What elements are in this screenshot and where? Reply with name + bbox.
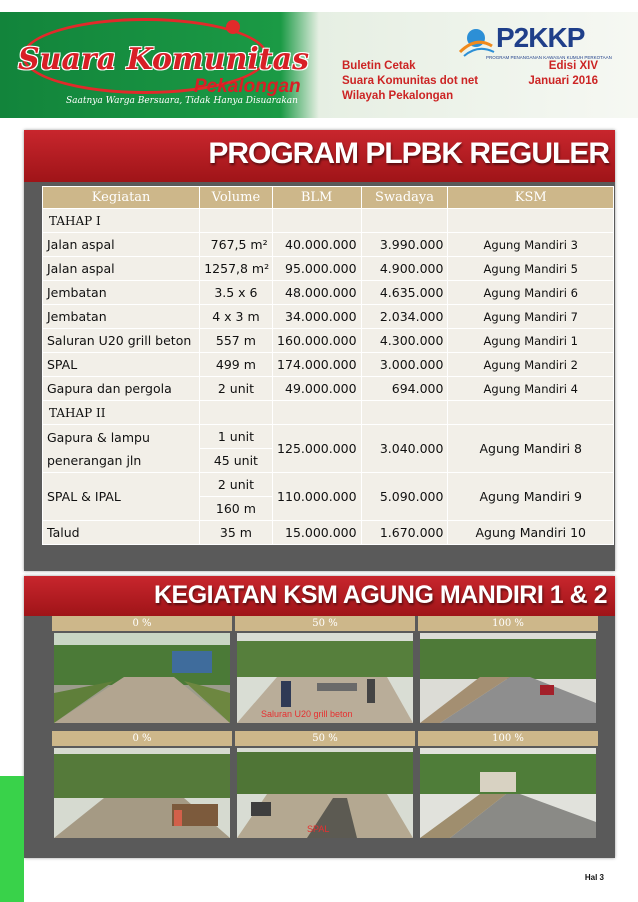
table-row bbox=[43, 305, 614, 329]
col-header-kegiatan: Kegiatan bbox=[43, 187, 200, 209]
progress-label: 100 % bbox=[418, 616, 598, 631]
cell-volume: 35 m bbox=[200, 521, 272, 545]
cell-kegiatan: Jembatan bbox=[43, 305, 200, 329]
page-number: Hal 3 bbox=[584, 873, 604, 882]
plpbk-panel bbox=[24, 130, 615, 571]
cell-kegiatan: Gapura dan pergola bbox=[43, 377, 200, 401]
photo-card bbox=[418, 731, 598, 841]
stage-row bbox=[43, 401, 614, 425]
ksm-photo-panel bbox=[24, 576, 615, 858]
cell-blm: 125.000.000 bbox=[272, 425, 361, 473]
cell-blm: 160.000.000 bbox=[272, 329, 361, 353]
cell-kegiatan: Jembatan bbox=[43, 281, 200, 305]
empty-cell bbox=[448, 401, 614, 425]
cell-volume: 160 m bbox=[200, 497, 272, 521]
col-header-ksm: KSM bbox=[448, 187, 614, 209]
empty-cell bbox=[361, 401, 448, 425]
cell-kegiatan: SPAL bbox=[43, 353, 200, 377]
edition-info bbox=[528, 59, 598, 89]
cell-volume: 767,5 m² bbox=[200, 233, 272, 257]
photo-card bbox=[52, 616, 232, 726]
photo-card bbox=[418, 616, 598, 726]
road-photo-100 bbox=[420, 633, 596, 723]
progress-label: 50 % bbox=[235, 731, 415, 746]
cell-kegiatan: Jalan aspal bbox=[43, 257, 200, 281]
table-row bbox=[43, 425, 614, 449]
cell-volume: 2 unit bbox=[200, 473, 272, 497]
photo-row-1 bbox=[52, 616, 598, 726]
table-row bbox=[43, 281, 614, 305]
edition-number: Edisi XIV bbox=[548, 60, 598, 72]
brand-subtitle: Pekalongan bbox=[194, 76, 301, 97]
photo-card bbox=[235, 731, 415, 841]
cell-blm: 34.000.000 bbox=[272, 305, 361, 329]
cell-kegiatan: Jalan aspal bbox=[43, 233, 200, 257]
ksm-title: KEGIATAN KSM AGUNG MANDIRI 1 & 2 bbox=[154, 581, 607, 609]
photo-image bbox=[420, 748, 596, 838]
info-line-1: Buletin Cetak bbox=[342, 60, 416, 72]
info-line-2: Suara Komunitas dot net bbox=[342, 75, 479, 87]
spal-photo-50 bbox=[237, 748, 413, 838]
cell-kegiatan: Talud bbox=[43, 521, 200, 545]
partner-logo-icon bbox=[456, 24, 496, 58]
empty-cell bbox=[361, 209, 448, 233]
cell-blm: 49.000.000 bbox=[272, 377, 361, 401]
empty-cell bbox=[448, 209, 614, 233]
decorative-corner bbox=[0, 776, 24, 902]
edition-date: Januari 2016 bbox=[528, 75, 598, 87]
spal-photo-0 bbox=[54, 748, 230, 838]
stage-row bbox=[43, 209, 614, 233]
progress-label: 50 % bbox=[235, 616, 415, 631]
cell-ksm: Agung Mandiri 9 bbox=[448, 473, 614, 521]
cell-swadaya: 5.090.000 bbox=[361, 473, 448, 521]
table-row bbox=[43, 353, 614, 377]
photo-card bbox=[235, 616, 415, 726]
table-row bbox=[43, 377, 614, 401]
cell-volume: 1257,8 m² bbox=[200, 257, 272, 281]
partner-logo bbox=[456, 22, 612, 62]
cell-volume: 2 unit bbox=[200, 377, 272, 401]
road-photo-50 bbox=[237, 633, 413, 723]
cell-volume: 45 unit bbox=[200, 449, 272, 473]
spal-photo-100 bbox=[420, 748, 596, 838]
table-row bbox=[43, 233, 614, 257]
cell-blm: 174.000.000 bbox=[272, 353, 361, 377]
cell-ksm: Agung Mandiri 7 bbox=[448, 305, 614, 329]
cell-ksm: Agung Mandiri 2 bbox=[448, 353, 614, 377]
stage-label: TAHAP II bbox=[43, 401, 200, 425]
bulletin-info bbox=[342, 59, 478, 104]
empty-cell bbox=[200, 209, 272, 233]
cell-volume: 1 unit bbox=[200, 425, 272, 449]
table-header-row bbox=[43, 187, 614, 209]
cell-blm: 40.000.000 bbox=[272, 233, 361, 257]
plpbk-title-bar bbox=[24, 130, 615, 182]
road-photo-0 bbox=[54, 633, 230, 723]
brand-tagline: Saatnya Warga Bersuara, Tidak Hanya Disuarakan bbox=[66, 96, 298, 106]
brand-logo bbox=[0, 12, 309, 118]
empty-cell bbox=[272, 401, 361, 425]
cell-swadaya: 4.300.000 bbox=[361, 329, 448, 353]
cell-ksm: Agung Mandiri 5 bbox=[448, 257, 614, 281]
cell-ksm: Agung Mandiri 6 bbox=[448, 281, 614, 305]
cell-ksm: Agung Mandiri 1 bbox=[448, 329, 614, 353]
cell-swadaya: 3.000.000 bbox=[361, 353, 448, 377]
cell-swadaya: 4.900.000 bbox=[361, 257, 448, 281]
brand-title: Suara Komunitas bbox=[18, 42, 309, 77]
cell-swadaya: 2.034.000 bbox=[361, 305, 448, 329]
progress-label: 100 % bbox=[418, 731, 598, 746]
cell-volume: 499 m bbox=[200, 353, 272, 377]
cell-kegiatan: Gapura & lampu penerangan jln bbox=[43, 425, 200, 473]
cell-swadaya: 1.670.000 bbox=[361, 521, 448, 545]
empty-cell bbox=[272, 209, 361, 233]
col-header-blm: BLM bbox=[272, 187, 361, 209]
stage-label: TAHAP I bbox=[43, 209, 200, 233]
cell-kegiatan: Saluran U20 grill beton bbox=[43, 329, 200, 353]
photo-card bbox=[52, 731, 232, 841]
plpbk-table-wrap bbox=[42, 186, 614, 552]
col-header-swadaya: Swadaya bbox=[361, 187, 448, 209]
cell-blm: 15.000.000 bbox=[272, 521, 361, 545]
table-row bbox=[43, 329, 614, 353]
cell-swadaya: 3.990.000 bbox=[361, 233, 448, 257]
progress-label: 0 % bbox=[52, 616, 232, 631]
cell-swadaya: 4.635.000 bbox=[361, 281, 448, 305]
photo-caption: SPAL bbox=[307, 824, 330, 834]
cell-volume: 3.5 x 6 bbox=[200, 281, 272, 305]
plpbk-title: PROGRAM PLPBK REGULER bbox=[208, 137, 609, 170]
cell-volume: 4 x 3 m bbox=[200, 305, 272, 329]
empty-cell bbox=[200, 401, 272, 425]
table-row bbox=[43, 521, 614, 545]
cell-swadaya: 3.040.000 bbox=[361, 425, 448, 473]
col-header-volume: Volume bbox=[200, 187, 272, 209]
ksm-title-bar bbox=[24, 576, 615, 616]
table-row bbox=[43, 257, 614, 281]
partner-logo-text: P2KKP bbox=[496, 22, 585, 53]
photo-caption: Saluran U20 grill beton bbox=[261, 709, 353, 719]
photo-image bbox=[54, 748, 230, 838]
cell-blm: 48.000.000 bbox=[272, 281, 361, 305]
partner-logo-subtitle: PROGRAM PENANGANAN KAWASAN KUMUH PERKOTAAN bbox=[486, 55, 612, 60]
cell-ksm: Agung Mandiri 4 bbox=[448, 377, 614, 401]
table-row bbox=[43, 473, 614, 497]
cell-swadaya: 694.000 bbox=[361, 377, 448, 401]
logo-dot bbox=[226, 20, 240, 34]
cell-volume: 557 m bbox=[200, 329, 272, 353]
progress-label: 0 % bbox=[52, 731, 232, 746]
cell-blm: 95.000.000 bbox=[272, 257, 361, 281]
cell-ksm: Agung Mandiri 8 bbox=[448, 425, 614, 473]
cell-kegiatan: SPAL & IPAL bbox=[43, 473, 200, 521]
photo-image bbox=[420, 633, 596, 723]
info-line-3: Wilayah Pekalongan bbox=[342, 90, 454, 102]
header-banner bbox=[0, 12, 638, 118]
cell-blm: 110.000.000 bbox=[272, 473, 361, 521]
plpbk-table bbox=[42, 186, 614, 545]
cell-ksm: Agung Mandiri 3 bbox=[448, 233, 614, 257]
cell-ksm: Agung Mandiri 10 bbox=[448, 521, 614, 545]
photo-image bbox=[54, 633, 230, 723]
photo-row-2 bbox=[52, 731, 598, 841]
